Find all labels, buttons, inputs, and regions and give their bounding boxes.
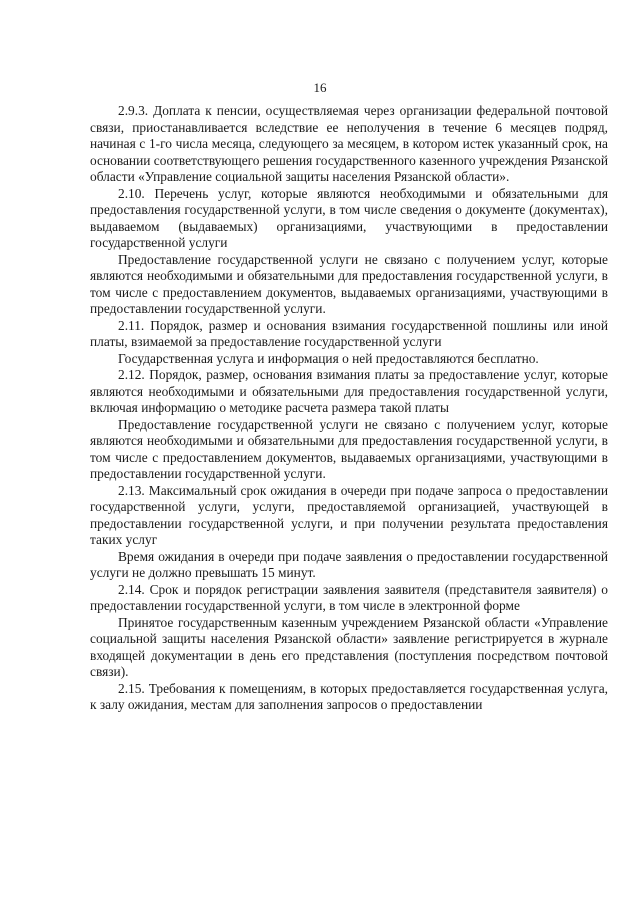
- page-number: 16: [313, 80, 327, 95]
- paragraph-2-9-3: 2.9.3. Доплата к пенсии, осуществляемая через организации федеральной почтовой связи, приостанавливается вследствие ее неполучения в течение 6 месяцев подряд, начиная с 1-го числа месяца, следующего за месяцем, в котором истек указанный срок, на основании соответствующего решения государственного казенного учреждения Рязанской области «Управление социальной защиты населения Рязанской области».: [90, 103, 608, 184]
- heading-2-11: 2.11. Порядок, размер и основания взимания государственной пошлины или иной платы, взимаемой за предоставление государственной услуги: [90, 317, 608, 349]
- paragraph-2-10-body: Предоставление государственной услуги не связано с получением услуг, которые являются необходимыми и обязательными для предоставления государственной услуги, в том числе с предоставлением документов, выдаваемых организациями, участвующими в предоставлении государственной услуги.: [90, 251, 608, 316]
- heading-2-10: 2.10. Перечень услуг, которые являются необходимыми и обязательными для предоставления государственной услуги, в том числе сведения о документе (документах), выдаваемом (выдаваемых) организациями, участвующими в предоставлении государственной услуги: [90, 185, 608, 250]
- heading-2-12: 2.12. Порядок, размер, основания взимания платы за предоставление услуг, которые являются необходимыми и обязательными для предоставления государственной услуги, включая информацию о методике расчета размера такой платы: [90, 367, 608, 415]
- heading-2-14: 2.14. Срок и порядок регистрации заявления заявителя (представителя заявителя) о предоставлении государственной услуги, в том числе в электронной форме: [90, 581, 608, 613]
- heading-2-13: 2.13. Максимальный срок ожидания в очереди при подаче запроса о предоставлении государственной услуги, услуги, предоставляемой организацией, участвующей в предоставлении государственной услуги, и при получении результата предоставления таких услуг: [90, 482, 608, 547]
- heading-2-15: 2.15. Требования к помещениям, в которых предоставляется государственная услуга, к залу ожидания, местам для заполнения запросов о предоставлении: [90, 680, 608, 712]
- paragraph-2-14-body: Принятое государственным казенным учреждением Рязанской области «Управление социальной защиты населения Рязанской области» заявление регистрируется в журнале входящей документации в день его представления (поступления посредством почтовой связи).: [90, 614, 608, 679]
- paragraph-2-13-body: Время ожидания в очереди при подаче заявления о предоставлении государственной услуги не должно превышать 15 минут.: [90, 548, 608, 580]
- paragraph-2-12-body: Предоставление государственной услуги не связано с получением услуг, которые являются необходимыми и обязательными для предоставления государственной услуги, в том числе с предоставлением документов, выдаваемых организациями, участвующими в предоставлении государственной услуги.: [90, 416, 608, 481]
- paragraph-2-11-body: Государственная услуга и информация о ней предоставляются бесплатно.: [118, 350, 539, 366]
- document-body: [90, 103, 608, 714]
